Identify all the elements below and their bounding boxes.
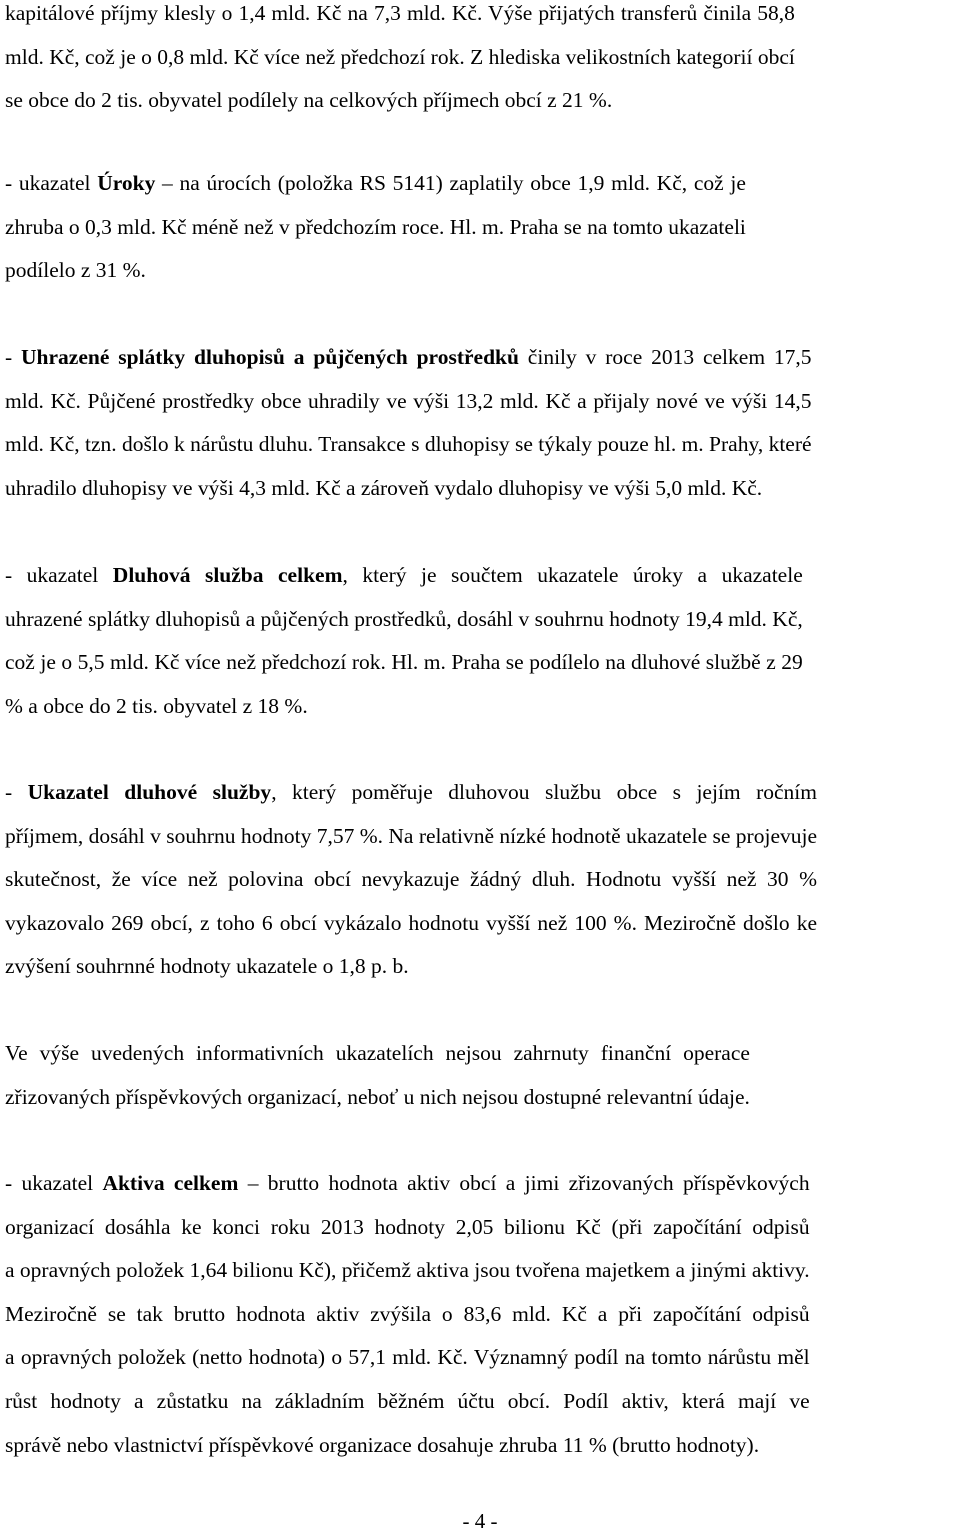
bold-term: Ukazatel dluhové služby: [27, 780, 272, 804]
bold-term: Úroky: [97, 171, 156, 195]
text-line: růst hodnoty a zůstatku na základním běžném účtu obcí. Podíl aktiv, která mají ve: [5, 1388, 810, 1413]
text-line: mld. Kč, tzn. došlo k nárůstu dluhu. Transakce s dluhopisy se týkaly pouze hl. m. Prahy, které: [5, 432, 812, 457]
bold-term: Dluhová služba celkem: [112, 563, 343, 587]
text-line: organizací dosáhla ke konci roku 2013 hodnoty 2,05 bilionu Kč (při započítání odpisů: [5, 1214, 810, 1239]
text-line: uhrazené splátky dluhopisů a půjčených prostředků, dosáhl v souhrnu hodnoty 19,4 mld. Kč,: [5, 606, 803, 631]
paragraph-uroky: [5, 162, 746, 293]
text-line: % a obce do 2 tis. obyvatel z 18 %.: [5, 693, 308, 718]
paragraph-ukazatel-dluhove-sluzby: [5, 771, 817, 989]
text-span: – brutto hodnota aktiv obcí a jimi zřizovaných příspěvkových: [238, 1171, 810, 1195]
text-line: podílelo z 31 %.: [5, 258, 146, 283]
text-line: skutečnost, že více než polovina obcí nevykazuje žádný dluh. Hodnotu vyšší než 30 %: [5, 867, 818, 892]
text-line: mld. Kč, což je o 0,8 mld. Kč více než předchozí rok. Z hlediska velikostních kategorií obcí: [5, 44, 795, 69]
text-line: zvýšení souhrnné hodnoty ukazatele o 1,8 p. b.: [5, 954, 409, 979]
text-line: [5, 554, 803, 598]
paragraph-dluhova-sluzba: [5, 554, 803, 728]
text-line: příjmem, dosáhl v souhrnu hodnoty 7,57 %. Na relativně nízké hodnotě ukazatele se projevuje: [5, 823, 818, 848]
paragraph-aktiva: [5, 1162, 810, 1467]
page-number: - 4 -: [462, 1509, 498, 1533]
text-line: [5, 162, 746, 206]
paragraph-intro: [5, 0, 795, 123]
text-line: vykazovalo 269 obcí, z toho 6 obcí vykázalo hodnotu vyšší než 100 %. Meziročně došlo ke: [5, 910, 818, 935]
text-line: uhradilo dluhopisy ve výši 4,3 mld. Kč a zároveň vydalo dluhopisy ve výši 5,0 mld. Kč.: [5, 475, 763, 500]
text-line: což je o 5,5 mld. Kč více než předchozí rok. Hl. m. Praha se podílelo na dluhové službě z 29: [5, 650, 803, 675]
text-span: - ukazatel: [5, 563, 113, 587]
paragraph-info: [5, 1032, 750, 1119]
text-span: , který poměřuje dluhovou službu obce s jejím ročním: [271, 780, 818, 804]
text-span: - ukazatel: [5, 171, 98, 195]
bold-term: Aktiva celkem: [102, 1171, 239, 1195]
text-span: -: [5, 345, 22, 369]
text-span: - ukazatel: [5, 1171, 103, 1195]
bold-term: Uhrazené splátky dluhopisů a půjčených prostředků: [21, 345, 519, 369]
text-span: činily v roce 2013 celkem 17,5: [518, 345, 812, 369]
text-span: , který je součtem ukazatele úroky a ukazatele: [342, 563, 803, 587]
text-line: kapitálové příjmy klesly o 1,4 mld. Kč na 7,3 mld. Kč. Výše přijatých transferů činila 58,8: [5, 1, 795, 25]
text-line: zřizovaných příspěvkových organizací, neboť u nich nejsou dostupné relevantní údaje.: [5, 1084, 750, 1109]
text-line: [5, 336, 812, 380]
text-line: a opravných položek (netto hodnota) o 57,1 mld. Kč. Významný podíl na tomto nárůstu měl: [5, 1345, 810, 1370]
text-span: – na úrocích (položka RS 5141) zaplatily obce 1,9 mld. Kč, což je: [155, 171, 746, 195]
text-line: [5, 771, 817, 815]
text-line: správě nebo vlastnictví příspěvkové organizace dosahuje zhruba 11 % (brutto hodnoty).: [5, 1432, 760, 1457]
text-span: -: [5, 780, 28, 804]
text-line: mld. Kč. Půjčené prostředky obce uhradily ve výši 13,2 mld. Kč a přijaly nové ve výši 14,5: [5, 388, 812, 413]
text-line: [5, 1162, 810, 1206]
text-line: zhruba o 0,3 mld. Kč méně než v předchozím roce. Hl. m. Praha se na tomto ukazateli: [5, 214, 746, 239]
text-line: Meziročně se tak brutto hodnota aktiv zvýšila o 83,6 mld. Kč a při započítání odpisů: [5, 1301, 810, 1326]
text-line: a opravných položek 1,64 bilionu Kč), přičemž aktiva jsou tvořena majetkem a jinými aktivy.: [5, 1258, 810, 1283]
text-line: Ve výše uvedených informativních ukazatelích nejsou zahrnuty finanční operace: [5, 1041, 750, 1065]
text-line: se obce do 2 tis. obyvatel podílely na celkových příjmech obcí z 21 %.: [5, 88, 613, 113]
paragraph-splatky: [5, 336, 812, 510]
